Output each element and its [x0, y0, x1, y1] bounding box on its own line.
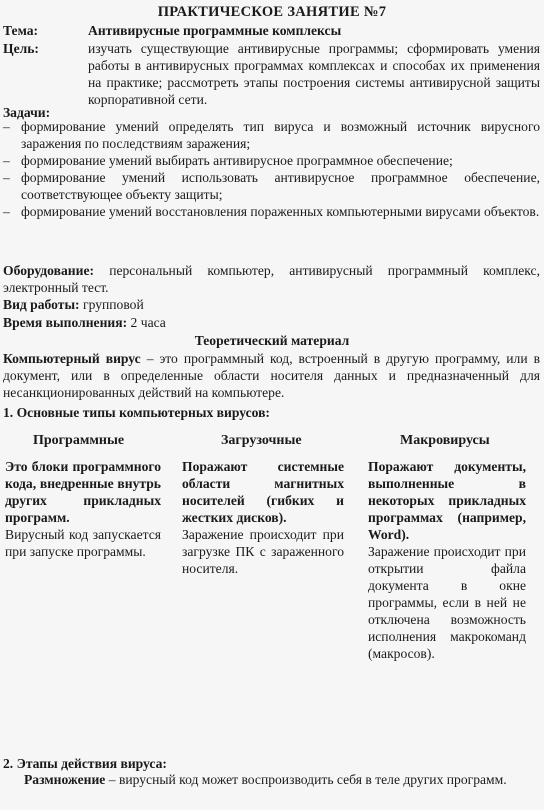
task-item: – формирование умений выбирать антивирусное программное обеспечение; — [3, 153, 453, 168]
type-description-bold: Это блоки программного кода, внедренные внутрь других прикладных программ. — [5, 459, 161, 525]
task-item: – формирование умений восстановления пораженных компьютерными вирусами объектов. — [3, 204, 540, 219]
stage-term: Размножение — [24, 772, 106, 787]
theory-heading: Теоретический материал — [194, 333, 350, 348]
duration-line — [3, 314, 540, 331]
type-description-bold: Поражают системные области магнитных носителей (гибких и жестких дисков). — [182, 459, 344, 525]
type-description-bold: Поражают документы, выполненные в некоторых прикладных программах (например, Word). — [368, 459, 526, 542]
type-description: Заражение происходит при открытии файла документа в окне программы, если в ней не отключена возможность исполнения макрокоманд (макросов). — [368, 544, 526, 661]
type-column-macro — [368, 458, 526, 662]
work-type-line — [3, 296, 540, 313]
stage-text: – вирусный код может воспроизводить себя в теле других программ. — [108, 772, 507, 787]
type-heading-macro: Макровирусы — [400, 433, 490, 448]
topic-value: Антивирусные программные комплексы — [88, 23, 342, 38]
goal-label: Цель: — [3, 41, 39, 56]
work-type-value: групповой — [83, 297, 144, 312]
equipment-line — [3, 262, 540, 296]
type-description: Заражение происходит при загрузке ПК с зараженного носителя. — [182, 527, 344, 576]
duration-value: 2 часа — [130, 315, 166, 330]
virus-definition — [3, 350, 540, 401]
section-1-heading: 1. Основные типы компьютерных вирусов: — [3, 405, 270, 420]
duration-label: Время выполнения: — [3, 315, 128, 330]
section-2-heading: 2. Этапы действия вируса: — [3, 756, 167, 771]
stage-reproduction — [24, 771, 540, 788]
work-type-label: Вид работы: — [3, 297, 80, 312]
equipment-label: Оборудование: — [3, 263, 95, 278]
task-item: – формирование умений использовать антивирусное программное обеспечение, соответствующее объекту защиты; — [3, 170, 540, 202]
document-title: ПРАКТИЧЕСКОЕ ЗАНЯТИЕ №7 — [157, 4, 387, 20]
task-item: – формирование умений определять тип вируса и возможный источник вирусного заражения по последствиям заражения; — [3, 119, 540, 151]
virus-text: – это программный код, встроенный в другую программу, или в документ, или в определенные области носителя данных и предназначенный для несанкционированных действий на компьютере. — [3, 351, 540, 400]
type-column-boot — [182, 458, 344, 577]
type-column-program — [5, 458, 161, 560]
goal-value: изучать существующие антивирусные программы; сформировать умения работы в антивирусных программах комплексах и способах их применения на практике; рассмотреть этапы построения системы антивирусной защиты корпоративной сети. — [88, 41, 540, 107]
topic-label: Тема: — [3, 23, 39, 38]
equipment-value: персональный компьютер, антивирусный программный комплекс, электронный тест. — [3, 263, 540, 295]
type-description: Вирусный код запускается при запуске программы. — [5, 527, 161, 559]
type-heading-boot: Загрузочные — [221, 433, 302, 448]
tasks-label: Задачи: — [3, 105, 51, 120]
virus-term: Компьютерный вирус — [3, 351, 141, 366]
type-heading-program: Программные — [33, 433, 125, 448]
tasks-list — [3, 118, 540, 220]
